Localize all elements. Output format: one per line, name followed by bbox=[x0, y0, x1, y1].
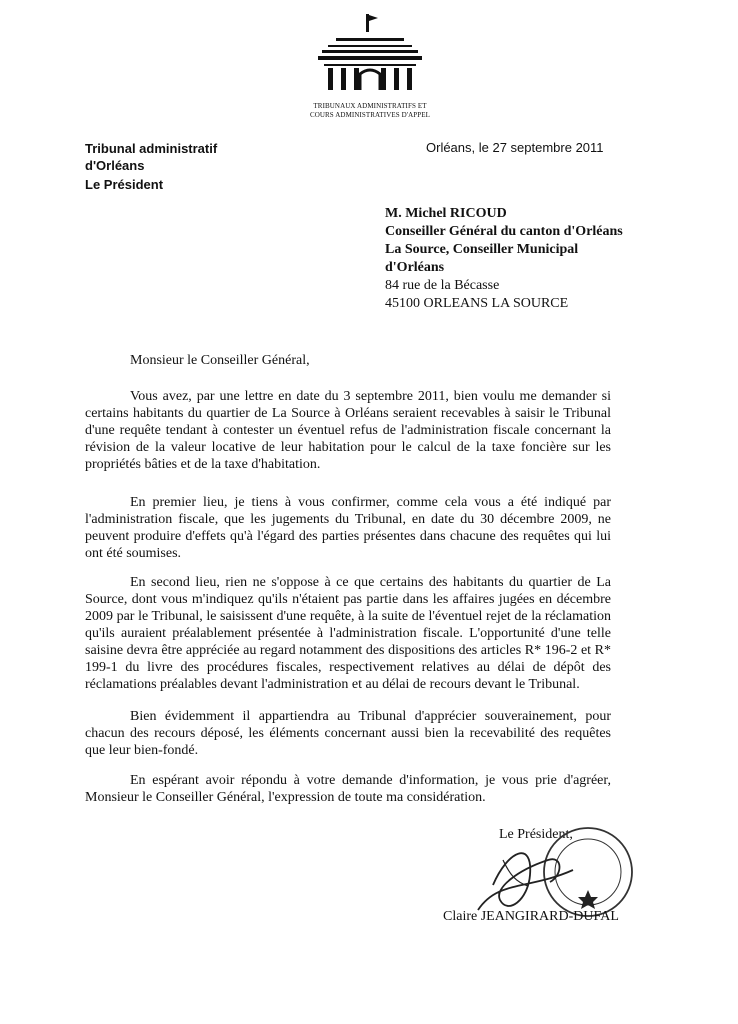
recipient-address bbox=[385, 205, 623, 313]
logo-caption-line-1: TRIBUNAUX ADMINISTRATIFS ET bbox=[313, 102, 427, 110]
letter-date: Orléans, le 27 septembre 2011 bbox=[426, 140, 604, 155]
sender-role: Le Président bbox=[85, 177, 164, 192]
recipient-city: 45100 ORLEANS LA SOURCE bbox=[385, 296, 569, 311]
signature-stamp bbox=[438, 820, 638, 950]
recipient-title-line-1: Conseiller Général du canton d'Orléans bbox=[385, 224, 623, 239]
court-logo bbox=[300, 12, 440, 122]
closing-role: Le Président, bbox=[499, 827, 573, 842]
sender-name-line-2: d'Orléans bbox=[85, 158, 145, 173]
paragraph-4: Bien évidemment il appartiendra au Tribunal d'apprécier souverainement, pour chacun des recours déposé, les éléments concernant aussi bien la recevabilité des requêtes que leur bien-fondé. bbox=[85, 709, 611, 758]
official-stamp-icon bbox=[438, 820, 638, 950]
signer-name: Claire JEANGIRARD-DUFAL bbox=[443, 909, 619, 924]
recipient-street: 84 rue de la Bécasse bbox=[385, 278, 500, 293]
recipient-title-line-2: La Source, Conseiller Municipal bbox=[385, 242, 579, 257]
sender-name-line-1: Tribunal administratif bbox=[85, 141, 218, 156]
paragraph-2: En premier lieu, je tiens à vous confirmer, comme cela vous a été indiqué par l'administration fiscale, que les jugements du Tribunal, en date du 30 décembre 2009, ne peuvent produire d'effets qu'à l'égard des parties présentes dans chacune des requêtes qui lui ont été soumises. bbox=[85, 495, 611, 561]
logo-caption-line-2: COURS ADMINISTRATIVES D'APPEL bbox=[309, 111, 431, 119]
recipient-name: M. Michel RICOUD bbox=[385, 206, 507, 221]
recipient-title-line-3: d'Orléans bbox=[385, 260, 445, 275]
courthouse-icon bbox=[308, 12, 432, 94]
paragraph-3: En second lieu, rien ne s'oppose à ce que certains des habitants du quartier de La Source, dont vous m'indiquez qu'ils n'étaient pas partie dans les affaires jugées en décembre 2009 par le Tribunal, le saisissent d'une requête, à la suite de l'éventuel rejet de la réclamation qu'ils auraient préalablement présentée à l'administration fiscale. L'opportunité d'une telle saisine devra être appréciée au regard notamment des dispositions des articles R* 196-2 et R* 199-1 du livre des procédures fiscales, respectivement relatives au délai de dépôt des réclamations préalables devant l'administration et au délai de recours devant le Tribunal. bbox=[85, 575, 611, 692]
salutation: Monsieur le Conseiller Général, bbox=[130, 353, 310, 368]
paragraph-5: En espérant avoir répondu à votre demande d'information, je vous prie d'agréer, Monsieur le Conseiller Général, l'expression de toute ma considération. bbox=[85, 773, 611, 805]
sender-block bbox=[85, 140, 217, 174]
paragraph-1: Vous avez, par une lettre en date du 3 septembre 2011, bien voulu me demander si certains habitants du quartier de La Source à Orléans seraient recevables à saisir le Tribunal d'une requête tendant à contester un éventuel refus de l'administration fiscale concernant la révision de la valeur locative de leur habitation pour le calcul de la taxe foncière sur les propriétés bâties et de la taxe d'habitation. bbox=[85, 389, 611, 472]
